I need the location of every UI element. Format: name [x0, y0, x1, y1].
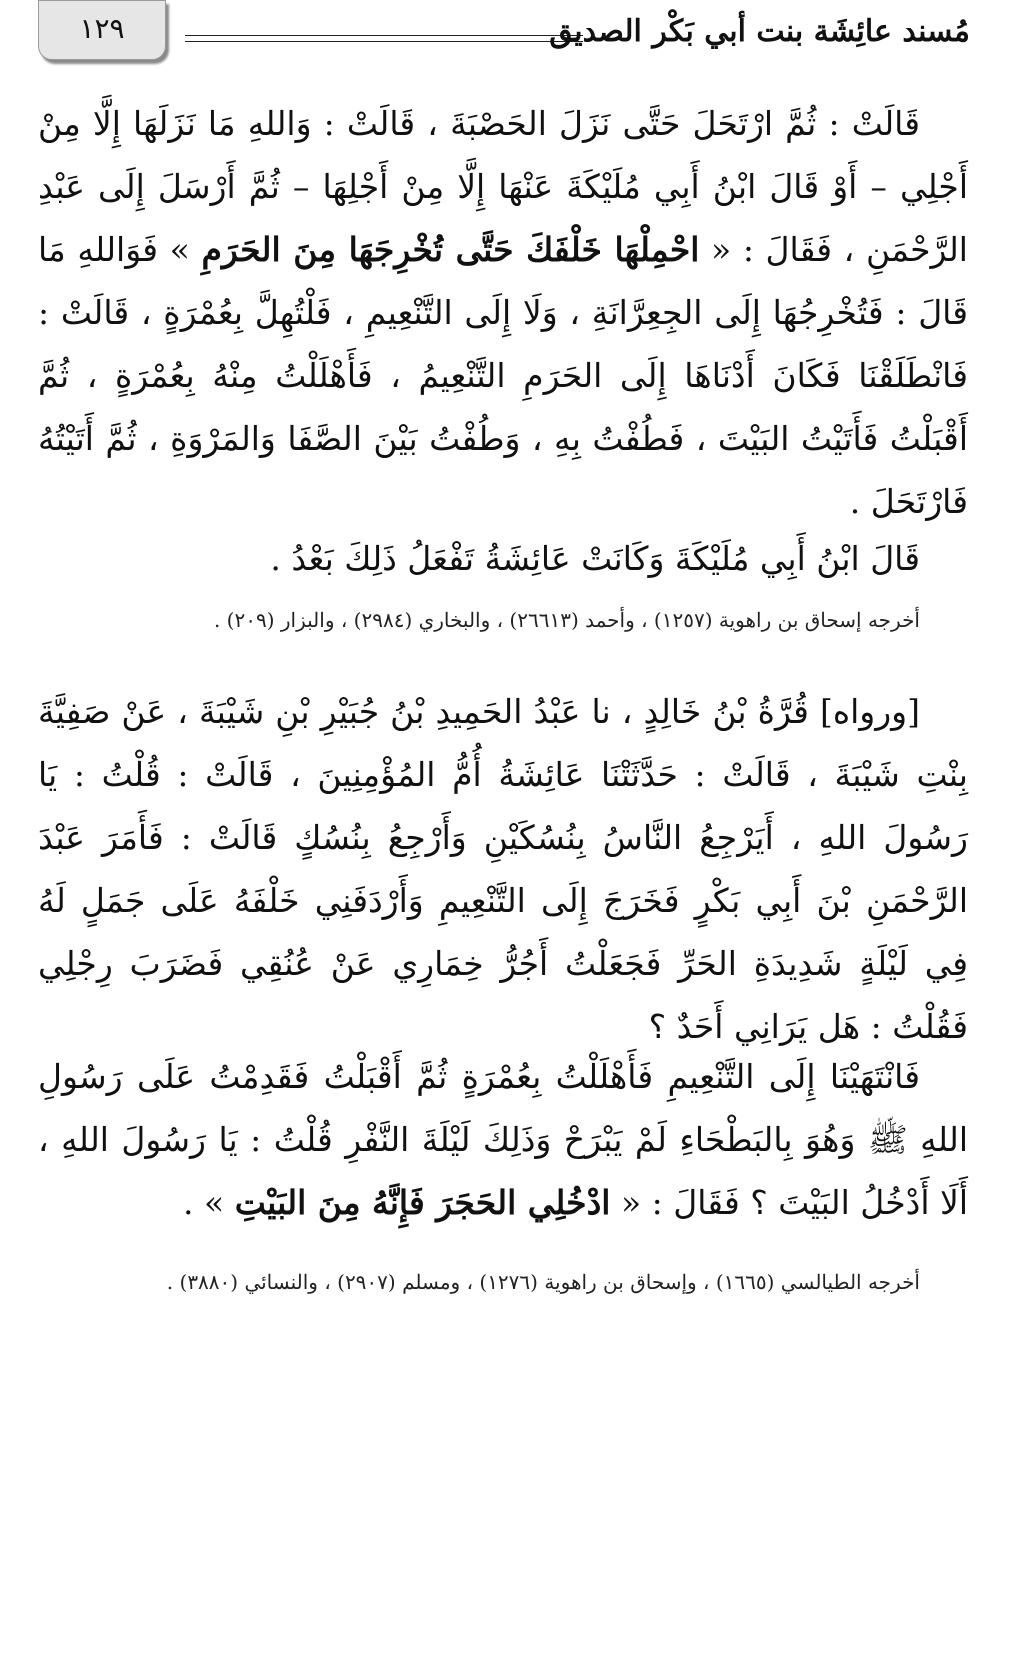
paragraph-4: [38, 1045, 968, 1234]
paragraph-1-quote: احْمِلْهَا خَلْفَكَ حَتَّى تُخْرِجَهَا مِنَ الحَرَمِ: [201, 230, 700, 269]
running-header-title: مُسند عائِشَة بنت أبي بَكْر الصديق: [549, 14, 970, 49]
paragraph-4-text: فَانْتَهَيْنَا إِلَى التَّنْعِيمِ فَأَهْلَلْتُ بِعُمْرَةٍ ثُمَّ أَقْبَلْتُ فَقَدِمْتُ عَلَى رَسُولِ اللهِ ﷺ وَهُوَ بِالبَطْحَاءِ لَمْ يَبْرَحْ وَذَلِكَ لَيْلَةَ النَّفْرِ قُلْتُ : يَا رَسُولَ اللهِ ، أَلَا أَدْخُلُ البَيْتَ ؟ فَقَالَ : «: [38, 1057, 968, 1222]
reference-note-1: أخرجه إسحاق بن راهوية (١٢٥٧) ، وأحمد (٢٦٦١٣) ، والبخاري (٢٩٨٤) ، والبزار (٢٠٩) .: [213, 608, 920, 632]
page-number: ١٢٩: [38, 0, 166, 60]
reference-note-2: أخرجه الطيالسي (١٦٦٥) ، وإسحاق بن راهوية (١٢٧٦) ، ومسلم (٢٩٠٧) ، والنسائي (٣٨٨٠) .: [166, 1270, 920, 1294]
paragraph-1: [38, 92, 968, 533]
paragraph-4-tail: » .: [183, 1183, 225, 1222]
paragraph-4-quote: ادْخُلِي الحَجَرَ فَإِنَّهُ مِنَ البَيْتِ: [234, 1183, 611, 1222]
paragraph-1-tail: » فَوَاللهِ مَا قَالَ : فَتُخْرِجُهَا إِلَى الجِعِرَّانَةِ ، وَلَا إِلَى التَّنْعِيمِ ، فَلْتُهِلَّ بِعُمْرَةٍ ، قَالَتْ : فَانْطَلَقْنَا فَكَانَ أَدْنَاهَا إِلَى الحَرَمِ التَّنْعِيمُ ، فَأَهْلَلْتُ مِنْهُ بِعُمْرَةٍ ، ثُمَّ أَقْبَلْتُ فَأَتَيْتُ البَيْتَ ، فَطُفْتُ بِهِ ، وَطُفْتُ بَيْنَ الصَّفَا وَالمَرْوَةِ ، ثُمَّ أَتَيْتُهُ فَارْتَحَلَ .: [38, 230, 968, 521]
paragraph-2: قَالَ ابْنُ أَبِي مُلَيْكَةَ وَكَانَتْ عَائِشَةُ تَفْعَلُ ذَلِكَ بَعْدُ .: [270, 539, 920, 578]
header-rule: [185, 35, 583, 36]
header-rule: [185, 41, 583, 42]
paragraph-1-text: قَالَتْ : ثُمَّ ارْتَحَلَ حَتَّى نَزَلَ الحَصْبَةَ ، قَالَتْ : وَاللهِ مَا نَزَلَهَا إِلَّا مِنْ أَجْلِي – أَوْ قَالَ ابْنُ أَبِي مُلَيْكَةَ عَنْهَا إِلَّا مِنْ أَجْلِهَا – ثُمَّ أَرْسَلَ إِلَى عَبْدِ الرَّحْمَنِ ، فَقَالَ : «: [38, 104, 968, 269]
paragraph-3: [ورواه] قُرَّةُ بْنُ خَالِدٍ ، نا عَبْدُ الحَمِيدِ بْنُ جُبَيْرِ بْنِ شَيْبَةَ ، عَنْ صَفِيَّةَ بِنْتِ شَيْبَةَ ، قَالَتْ : حَدَّثَتْنَا عَائِشَةُ أُمُّ المُؤْمِنِينَ ، قَالَتْ : قُلْتُ : يَا رَسُولَ اللهِ ، أَيَرْجِعُ النَّاسُ بِنُسُكَيْنِ وَأَرْجِعُ بِنُسُكٍ قَالَتْ : فَأَمَرَ عَبْدَ الرَّحْمَنِ بْنَ أَبِي بَكْرٍ فَخَرَجَ إِلَى التَّنْعِيمِ وَأَرْدَفَنِي خَلْفَهُ عَلَى جَمَلٍ لَهُ فِي لَيْلَةٍ شَدِيدَةِ الحَرِّ فَجَعَلْتُ أَجُرُّ خِمَارِي عَنْ عُنُقِي فَضَرَبَ رِجْلِي فَقُلْتُ : هَل يَرَانِي أَحَدٌ ؟: [38, 692, 968, 1046]
